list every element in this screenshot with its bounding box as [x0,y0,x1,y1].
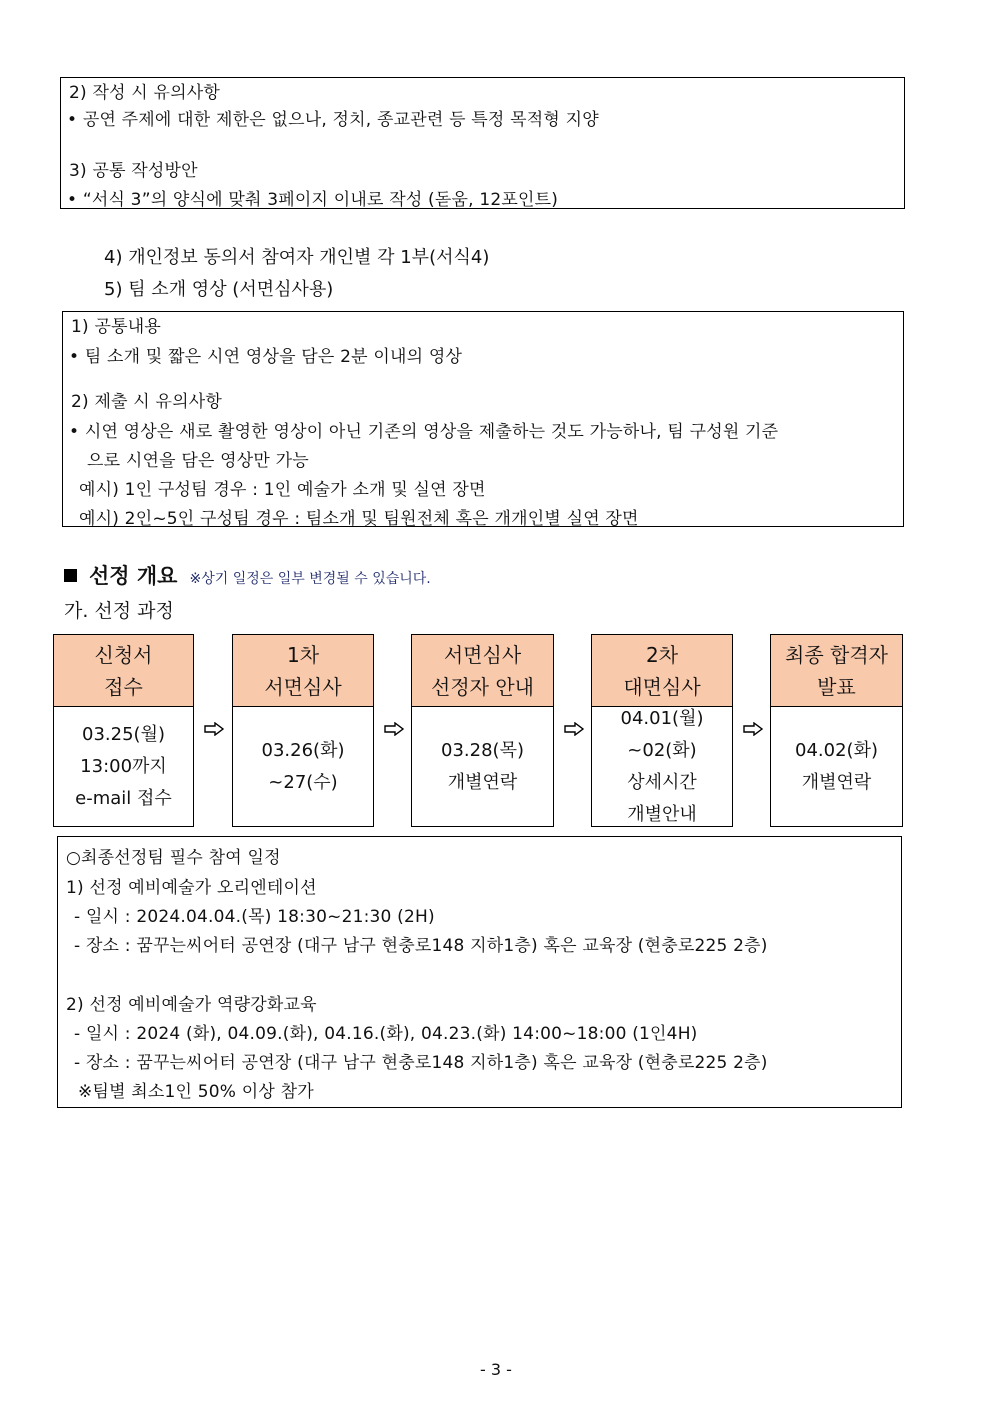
item-team-video: 5) 팀 소개 영상 (서면심사용) [104,279,334,300]
square-bullet-icon [64,569,77,582]
section-subtitle: 가. 선정 과정 [64,600,174,622]
step-application [53,634,194,827]
box-line: 2) 작성 시 유의사항 [69,83,221,103]
step-body-line: 03.28(목) [441,739,524,761]
step-body [592,707,732,826]
box-line: - 장소 : 꿈꾸는씨어터 공연장 (대구 남구 현충로148 지하1층) 혹은 교육장 (현충로225 2층) [74,1053,768,1073]
step-body-line: 04.01(월) [620,707,704,729]
step-head-line: 신청서 [94,642,153,667]
box-line: • 공연 주제에 대한 제한은 없으나, 정치, 종교관련 등 특정 목적형 지양 [67,110,599,130]
arrow-right-icon [564,722,584,736]
step-head-line: 최종 합격자 [785,642,888,667]
step-body [412,707,553,826]
step-second-interview [591,634,733,827]
step-body-line: 03.25(월) [82,723,165,745]
step-head [771,635,902,707]
step-body-line: 개별연락 [447,771,518,793]
step-body [233,707,373,826]
step-head-line: 발표 [817,674,856,699]
step-body-line: 04.02(화) [795,739,878,761]
step-body-line: 개별연락 [801,771,872,793]
box-line: 예시) 2인~5인 구성팀 경우 : 팀소개 및 팀원전체 혹은 개개인별 실연 장면 [79,509,639,529]
box-line: - 일시 : 2024 (화), 04.09.(화), 04.16.(화), 04.23.(화) 14:00~18:00 (1인4H) [74,1024,698,1044]
box-line: 1) 공통내용 [71,317,161,337]
video-guidelines-box [62,311,904,527]
box-line: • “서식 3”의 양식에 맞춰 3페이지 이내로 작성 (돋움, 12포인트) [67,190,559,210]
box-line: 으로 시연을 담은 영상만 가능 [87,451,309,471]
box-line: 2) 선정 예비예술가 역량강화교육 [66,995,317,1015]
step-head-line: 서면심사 [264,674,342,699]
writing-guidelines-box [60,77,905,209]
step-head-line: 1차 [286,642,320,667]
step-body-line: 상세시간 [627,771,697,793]
step-head-line: 접수 [104,674,143,699]
box-line: 예시) 1인 구성팀 경우 : 1인 예술가 소개 및 실연 장면 [79,480,486,500]
step-first-review [232,634,374,827]
box-line: • 팀 소개 및 짧은 시연 영상을 담은 2분 이내의 영상 [69,347,463,367]
box-line: • 시연 영상은 새로 촬영한 영상이 아닌 기존의 영상을 제출하는 것도 가능하나, 팀 구성원 기준 [69,422,779,442]
step-body-line: ~27(수) [268,771,338,793]
step-body-line: 개별안내 [627,803,697,825]
step-body-line: 03.26(화) [261,739,345,761]
step-head-line: 서면심사 [443,642,522,667]
step-head-line: 대면심사 [623,674,701,699]
step-body-line: 13:00까지 [80,755,167,777]
step-head [233,635,373,707]
step-head [592,635,732,707]
step-body [771,707,902,826]
box-line: ○최종선정팀 필수 참여 일정 [66,848,281,868]
step-head [54,635,193,707]
box-line: - 일시 : 2024.04.04.(목) 18:30~21:30 (2H) [74,907,435,927]
box-line: ※팀별 최소1인 50% 이상 참가 [78,1082,314,1102]
required-schedule-box [57,836,902,1108]
step-body [54,707,193,826]
item-privacy-consent: 4) 개인정보 동의서 참여자 개인별 각 1부(서식4) [104,247,490,268]
page-number: - 3 - [480,1360,512,1379]
step-head-line: 선정자 안내 [431,674,534,699]
box-line: 3) 공통 작성방안 [69,161,198,181]
box-line: 1) 선정 예비예술가 오리엔테이션 [66,878,317,898]
arrow-right-icon [384,722,404,736]
step-head-line: 2차 [645,642,679,667]
step-body-line: e-mail 접수 [75,787,172,809]
box-line: 2) 제출 시 유의사항 [71,392,223,412]
section-heading [64,560,431,590]
box-line: - 장소 : 꿈꾸는씨어터 공연장 (대구 남구 현충로148 지하1층) 혹은 교육장 (현충로225 2층) [74,936,768,956]
step-review-notice [411,634,554,827]
step-body-line: ~02(화) [627,739,697,761]
arrow-right-icon [743,722,763,736]
step-head [412,635,553,707]
section-title: 선정 개요 [89,564,178,588]
arrow-right-icon [204,722,224,736]
step-final-announcement [770,634,903,827]
section-note: ※상기 일정은 일부 변경될 수 있습니다. [189,571,431,587]
